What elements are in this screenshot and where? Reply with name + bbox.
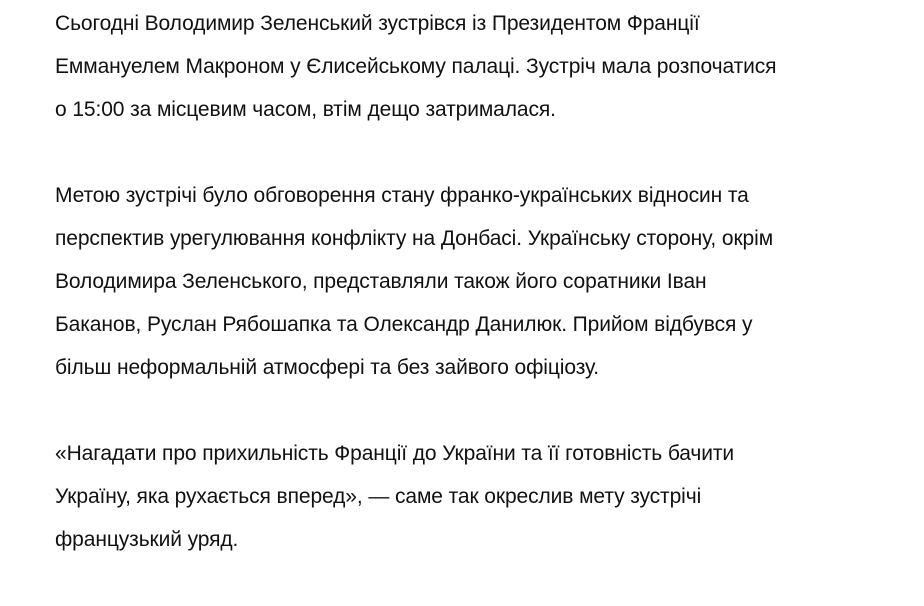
paragraph-line: «Нагадати про прихильність Франції до України та її готовність бачити (55, 442, 735, 465)
paragraph-line: більш неформальній атмосфері та без зайвого офіціозу. (55, 356, 600, 379)
paragraph-purpose (55, 174, 915, 389)
article-body (55, 2, 915, 561)
paragraph-line: Баканов, Руслан Рябошапка та Олександр Данилюк. Прийом відбувся у (55, 313, 753, 336)
paragraph-line: о 15:00 за місцевим часом, втім дещо затрималася. (55, 98, 556, 121)
paragraph-line: Метою зустрічі було обговорення стану франко-українських відносин та (55, 184, 749, 207)
paragraph-line: Сьогодні Володимир Зеленський зустрівся із Президентом Франції (55, 12, 700, 35)
paragraph-line: Еммануелем Макроном у Єлисейському палаці. Зустріч мала розпочатися (55, 55, 777, 78)
paragraph-quote (55, 432, 915, 561)
paragraph-line: французький уряд. (55, 528, 239, 551)
paragraph-meeting (55, 2, 915, 131)
paragraph-line: Україну, яка рухається вперед», — саме так окреслив мету зустрічі (55, 485, 702, 508)
paragraph-line: Володимира Зеленського, представляли також його соратники Іван (55, 270, 707, 293)
paragraph-line: перспектив урегулювання конфлікту на Донбасі. Українську сторону, окрім (55, 227, 774, 250)
